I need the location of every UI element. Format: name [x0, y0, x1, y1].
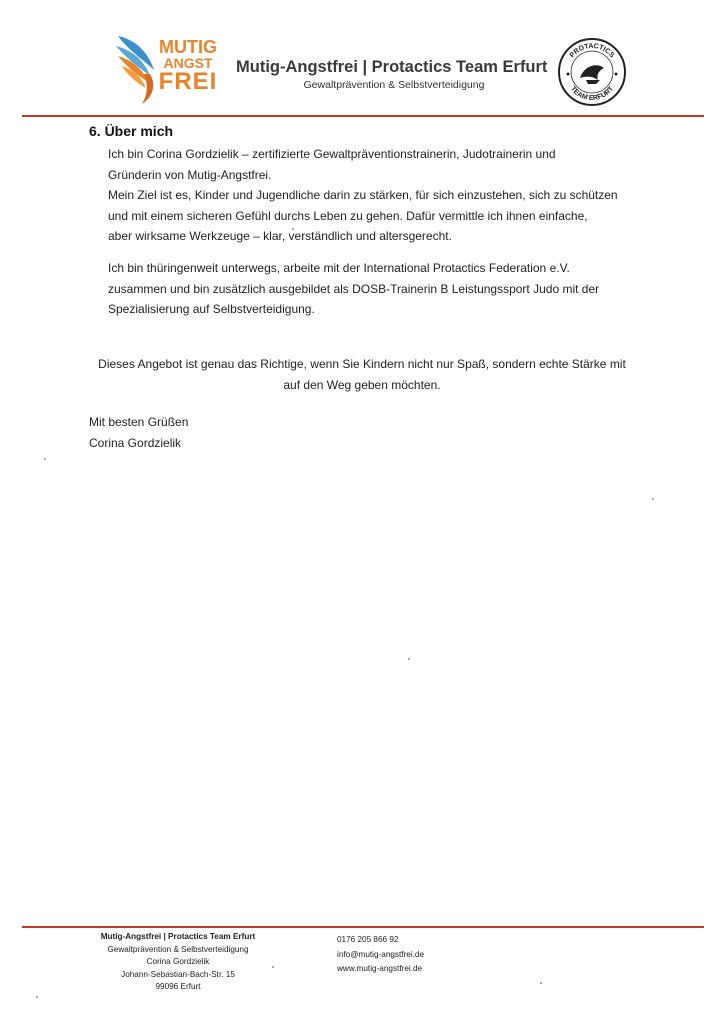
paragraph-line: Gründerin von Mutig-Angstfrei.	[108, 167, 272, 182]
logo-wordmark	[148, 38, 228, 94]
footer-phone: 0176 205 866 92	[337, 935, 399, 944]
paragraph-line: Mein Ziel ist es, Kinder und Jugendliche darin zu stärken, für sich einzustehen, sich zu schützen	[108, 188, 618, 202]
footer-contact	[337, 933, 497, 977]
header-subtitle: Gewaltprävention & Selbstverteidigung	[303, 79, 485, 91]
paragraph-line: und mit einem sicheren Gefühl durchs Leben zu gehen. Dafür vermittle ich ihnen einfache,	[108, 208, 588, 223]
footer-address	[78, 931, 278, 994]
footer-street: Johann-Sebastian-Bach-Str. 15	[121, 969, 235, 979]
footer-name: Corina Gordzielik	[146, 957, 210, 966]
header-divider	[22, 115, 704, 117]
footer-org: Mutig-Angstfrei | Protactics Team Erfurt	[100, 932, 256, 941]
footer-tagline: Gewaltprävention & Selbstverteidigung	[107, 944, 249, 954]
paragraph-line: aber wirksame Werkzeuge – klar, verständlich und altersgerecht.	[108, 229, 452, 243]
scan-speck	[408, 658, 410, 660]
offer-statement	[60, 354, 664, 395]
header-title: Mutig-Angstfrei | Protactics Team Erfurt	[236, 58, 548, 76]
section-heading: 6. Über mich	[89, 123, 174, 139]
logo-wordmark-line3: FREI	[158, 68, 218, 95]
offer-line: auf den Weg geben möchten.	[283, 377, 441, 392]
seal-text-bottom: TEAM ERFURT	[568, 85, 616, 103]
scan-speck	[652, 498, 654, 500]
footer-website: www.mutig-angstfrei.de	[337, 964, 423, 973]
intro-paragraph	[108, 144, 668, 247]
closing-greeting: Mit besten Grüßen	[89, 415, 189, 429]
scan-speck	[272, 966, 274, 968]
scan-speck	[292, 228, 294, 230]
logo-wordmark-line1: MUTIG	[159, 37, 217, 57]
logo-wordmark-line2: ANGST	[163, 55, 213, 71]
background-paragraph	[108, 258, 668, 320]
footer-email: info@mutig-angstfrei.de	[337, 949, 425, 959]
closing-signature	[89, 412, 389, 453]
scan-speck	[36, 996, 38, 998]
scan-speck	[540, 982, 542, 984]
seal-text-top: PROTACTICS	[568, 42, 616, 60]
paragraph-line: zusammen und bin zusätzlich ausgebildet als DOSB-Trainerin B Leistungssport Judo mit der	[108, 281, 600, 296]
footer-city: 99096 Erfurt	[155, 982, 201, 991]
paragraph-line: Ich bin Corina Gordzielik – zertifizierte Gewaltpräventionstrainerin, Judotrainerin und	[108, 147, 556, 161]
scan-speck	[44, 458, 46, 460]
closing-name: Corina Gordzielik	[89, 435, 182, 450]
protactics-seal-icon	[556, 36, 628, 108]
protactics-seal	[556, 36, 628, 108]
paragraph-line: Spezialisierung auf Selbstverteidigung.	[108, 302, 315, 316]
offer-line: Dieses Angebot ist genau das Richtige, wenn Sie Kindern nicht nur Spaß, sondern echte Stärke mit	[98, 357, 626, 371]
footer-divider	[22, 926, 704, 928]
paragraph-line: Ich bin thüringenweit unterwegs, arbeite mit der International Protactics Federation e.V.	[108, 261, 570, 275]
